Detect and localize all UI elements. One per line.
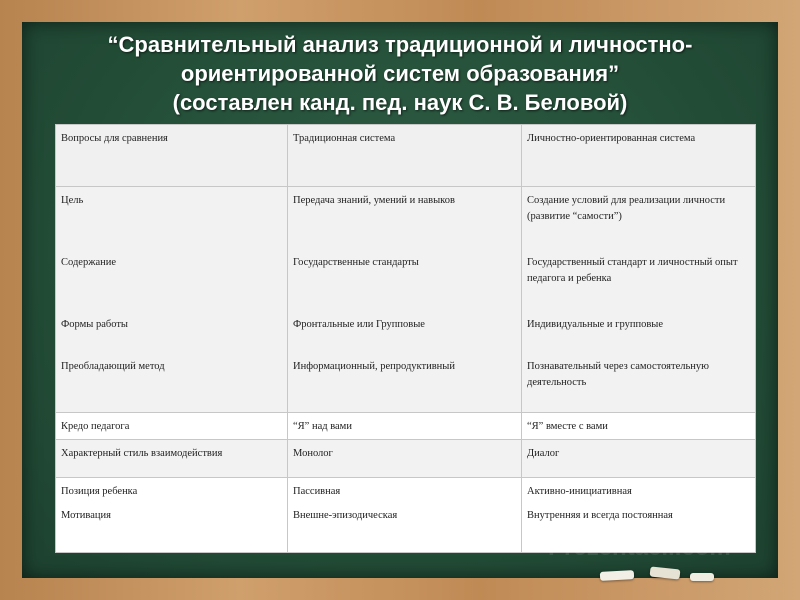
header-cell: Традиционная система — [288, 125, 522, 187]
table-row — [56, 413, 756, 440]
row-label: Преобладающий метод — [61, 361, 165, 372]
cell-value: Создание условий для реализации личности (развитие “самости”) — [527, 195, 726, 222]
cell-value: “Я” вместе с вами — [522, 413, 756, 440]
table-row — [56, 440, 756, 478]
row-label: Позиция ребенка — [61, 486, 138, 497]
row-label: Формы работы — [61, 319, 128, 330]
cell-value: Фронтальные или Групповые — [293, 319, 425, 330]
cell-value: Активно-инициативная — [527, 486, 632, 497]
cell-value: Познавательный через самостоятельную деятельность — [527, 361, 710, 388]
comparison-table — [55, 124, 756, 553]
table-cell — [56, 478, 288, 553]
table-header-row — [56, 125, 756, 187]
table-cell — [522, 187, 756, 413]
row-label: Кредо педагога — [56, 413, 288, 440]
slide-title — [30, 30, 770, 117]
cell-value: Внутренняя и всегда постоянная — [527, 510, 673, 521]
cell-value: Государственные стандарты — [293, 257, 419, 268]
watermark-logo: Prezentacii.com — [548, 534, 731, 561]
header-cell: Вопросы для сравнения — [56, 125, 288, 187]
cell-value: Индивидуальные и групповые — [527, 319, 664, 330]
cell-value: Внешне-эпизодическая — [293, 510, 398, 521]
cell-value: Диалог — [522, 440, 756, 478]
chalk-piece — [600, 570, 634, 581]
table-cell — [56, 187, 288, 413]
title-line-1: “Сравнительный анализ традиционной и личностно- — [107, 32, 693, 57]
cell-value: Пассивная — [293, 486, 341, 497]
cell-value: Информационный, репродуктивный — [293, 361, 455, 372]
cell-value: Государственный стандарт и личностный опыт педагога и ребенка — [527, 257, 738, 284]
row-label: Цель — [61, 195, 84, 206]
title-line-3: (составлен канд. пед. наук С. В. Беловой) — [172, 90, 628, 115]
table-cell — [288, 478, 522, 553]
row-label: Содержание — [61, 257, 117, 268]
title-line-2: ориентированной систем образования” — [180, 61, 620, 86]
cell-value: Монолог — [288, 440, 522, 478]
row-label: Мотивация — [61, 510, 111, 521]
chalk-piece — [690, 573, 714, 581]
table-row — [56, 187, 756, 413]
table-cell — [288, 187, 522, 413]
cell-value: Передача знаний, умений и навыков — [293, 195, 455, 206]
comparison-table-container — [55, 124, 755, 553]
row-label: Характерный стиль взаимодействия — [56, 440, 288, 478]
header-cell: Личностно-ориентированная система — [522, 125, 756, 187]
cell-value: “Я” над вами — [288, 413, 522, 440]
